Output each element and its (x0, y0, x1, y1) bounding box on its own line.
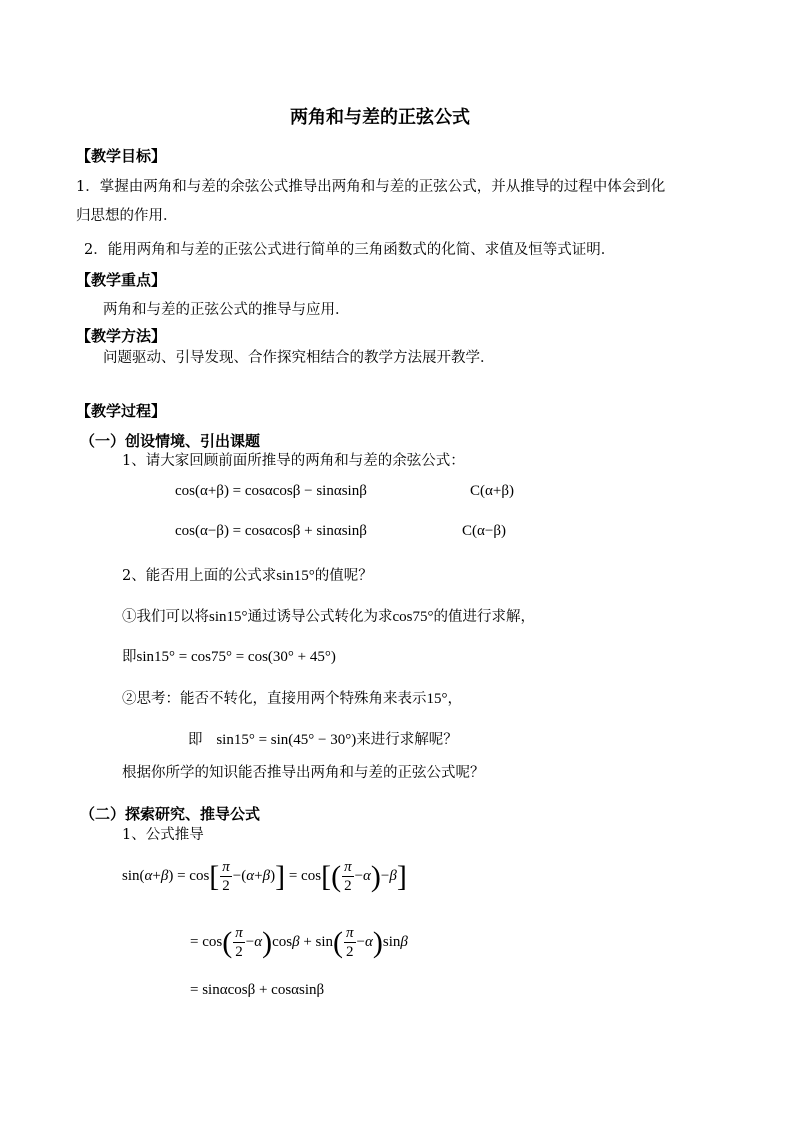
objectives-heading: 【教学目标】 (76, 147, 167, 165)
step2-prefix: 2、能否用上面的公式求 (122, 568, 277, 584)
part1-step5 (122, 689, 462, 709)
cosine-sum-formula: cos(α+β) = cosαcosβ − sinαsinβ (175, 483, 367, 499)
process-heading: 【教学过程】 (76, 402, 167, 420)
step6-math: sin15° = sin(45° − 30°) (216, 732, 357, 748)
step3-prefix: ①我们可以将 (122, 609, 209, 625)
step4-prefix: 即 (122, 649, 137, 665)
step5-prefix: ②思考：能否不转化，直接用两个特殊角来表示 (122, 691, 427, 707)
objective-item-1-line-1: 1．掌握由两角和与差的余弦公式推导出两角和与差的正弦公式，并从推导的过程中体会到化 (76, 179, 666, 195)
derivation-line-3: = sinαcosβ + cosαsinβ (190, 982, 325, 998)
step6-prefix: 即 (188, 732, 203, 748)
step3-math-1: sin15° (209, 609, 248, 625)
objective-item-1-line-2: 归思想的作用． (76, 208, 178, 224)
part1-step3 (122, 607, 535, 627)
cosine-difference-formula-tag: C(α−β) (462, 523, 506, 539)
cosine-sum-formula-tag: C(α+β) (470, 483, 514, 499)
part1-step7: 根据你所学的知识能否推导出两角和与差的正弦公式呢？ (122, 765, 485, 781)
part1-step1: 1、请大家回顾前面所推导的两角和与差的余弦公式： (122, 453, 465, 469)
step4-math: sin15° = cos75° = cos(30° + 45°) (136, 649, 336, 665)
step6-suffix: 来进行求解呢？ (356, 732, 458, 748)
pi-over-2-fraction: $\frac{\pi}{2}$ (346, 925, 354, 960)
part1-step4 (122, 647, 336, 667)
pi-over-2-fraction: $\frac{\pi}{2}$ (235, 925, 243, 960)
step2-math: sin15° (276, 568, 315, 584)
part1-heading: （一）创设情境、引出课题 (80, 432, 261, 450)
derivation-line-1: sin(α+β) = cos[ $\frac{\pi}{2}$ −(α+β)] = cos[( $\frac{\pi}{2}$ −α)−β] (122, 859, 407, 894)
step5-math: 15° (426, 691, 448, 707)
pi-over-2-fraction: $\frac{\pi}{2}$ (344, 859, 352, 894)
method-text: 问题驱动、引导发现、合作探究相结合的教学方法展开教学． (103, 350, 495, 366)
cosine-difference-formula: cos(α−β) = cosαcosβ + sinαsinβ (175, 523, 367, 539)
part2-heading: （二）探索研究、推导公式 (80, 805, 261, 823)
key-points-heading: 【教学重点】 (76, 271, 167, 289)
derivation-line-2: = cos( $\frac{\pi}{2}$ −α)cosβ + sin( $\frac{\pi}{2}$ −α)sinβ (190, 925, 408, 960)
pi-over-2-fraction: $\frac{\pi}{2}$ (222, 859, 230, 894)
objective-item-2: 2．能用两角和与差的正弦公式进行简单的三角函数式的化简、求值及恒等式证明． (84, 242, 616, 258)
method-heading: 【教学方法】 (76, 327, 167, 345)
step3-suffix: 的值进行求解， (433, 609, 536, 625)
step3-mid: 通过诱导公式转化为求 (247, 609, 393, 625)
page-title: 两角和与差的正弦公式 (290, 107, 470, 128)
part2-step1: 1、公式推导 (122, 827, 204, 843)
part1-step6 (188, 730, 458, 750)
step2-suffix: 的值呢？ (314, 568, 373, 584)
step3-math-2: cos75° (392, 609, 434, 625)
key-points-text: 两角和与差的正弦公式的推导与应用． (103, 302, 350, 318)
step5-suffix: ， (447, 691, 462, 707)
part1-step2 (122, 566, 373, 586)
